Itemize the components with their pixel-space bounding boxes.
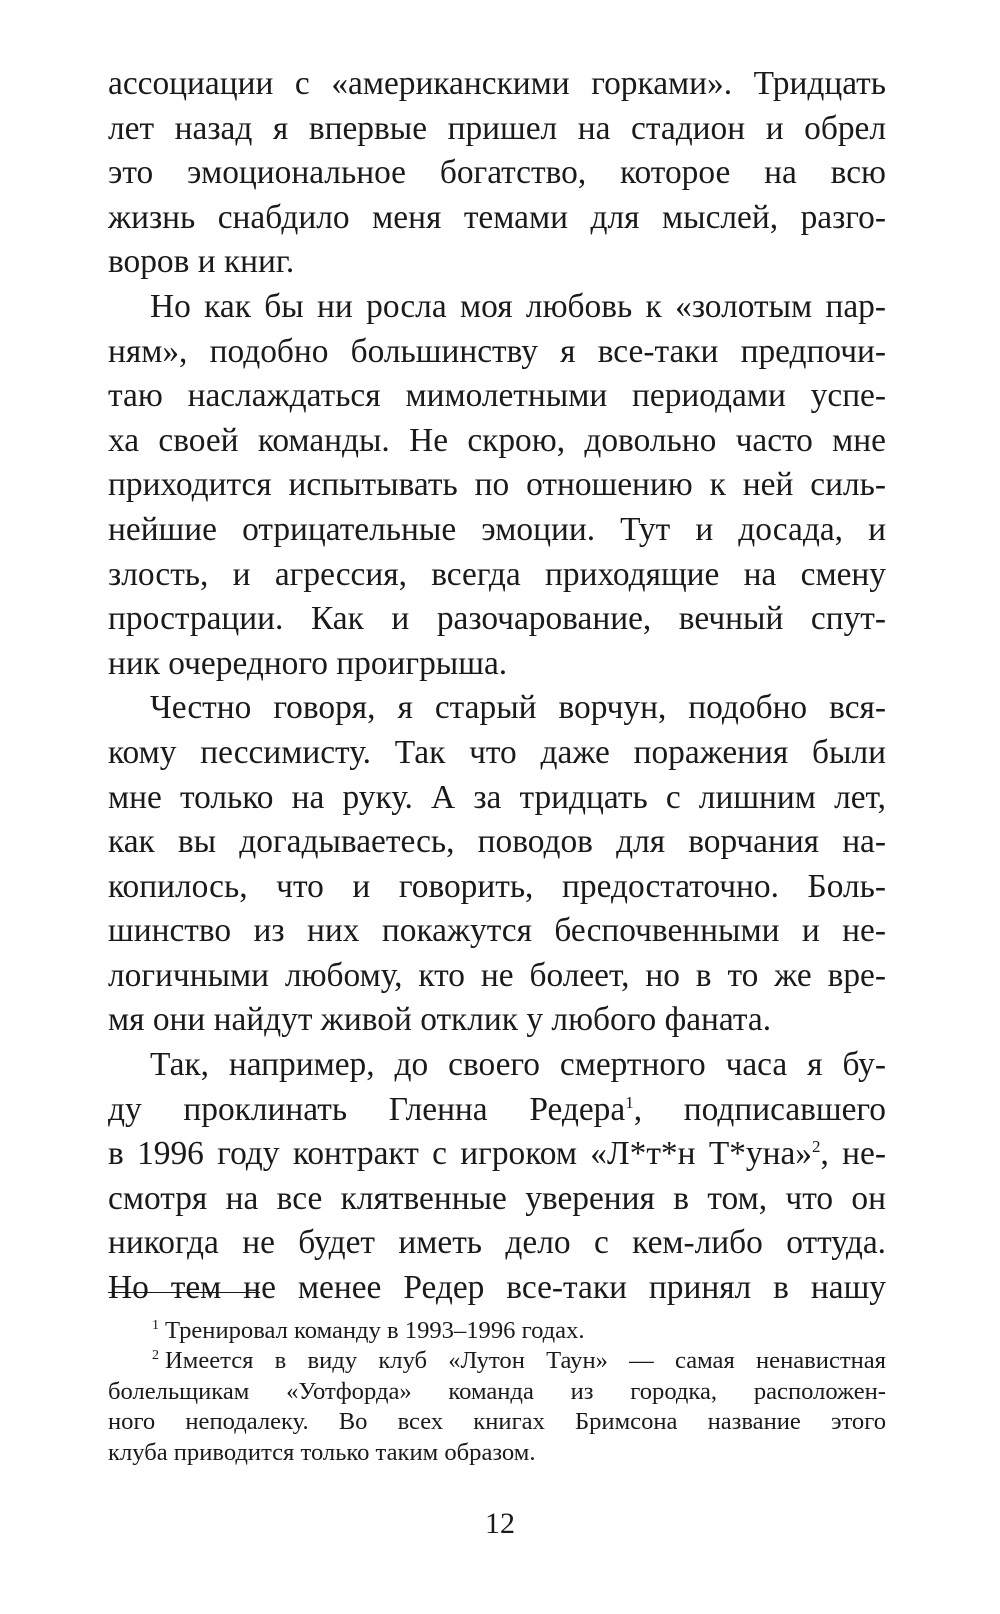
text-line: прострации. Как и разочарование, вечный спут- <box>108 600 886 638</box>
text-line <box>108 1088 886 1133</box>
text-line <box>108 1132 886 1177</box>
footnote-mark: 1 <box>152 1317 159 1333</box>
text-line: таю наслаждаться мимолетными периодами успе- <box>108 377 886 415</box>
text-line: ням», подобно большинству я все-таки предпочи- <box>108 332 886 370</box>
footnote-2 <box>108 1346 886 1376</box>
footnote-text-line: болельщикам «Уотфорда» команда из городка, расположен- <box>108 1377 886 1405</box>
paragraph-first-line: Но как бы ни росла моя любовь к «золотым пар- <box>150 287 886 325</box>
text-line: приходится испытывать по отношению к ней силь- <box>108 466 886 504</box>
main-text <box>108 62 886 1311</box>
text-line: жизнь снабдило меня темами для мыслей, разго- <box>108 198 886 236</box>
footnote-ref-2[interactable]: 2 <box>812 1137 821 1157</box>
footnote-text: Тренировал команду в 1993–1996 годах. <box>165 1317 585 1344</box>
text-line: ассоциации с «американскими горками». Тридцать <box>108 65 886 102</box>
page-number: 12 <box>485 1507 515 1540</box>
paragraph-first-line: Честно говоря, я старый ворчун, подобно вся- <box>150 689 886 727</box>
text-segment: , не- <box>820 1135 886 1173</box>
text-line: злость, и агрессия, всегда приходящие на смену <box>108 555 886 593</box>
text-line: мне только на руку. А за тридцать с лишним лет, <box>108 778 886 816</box>
footnote-text-line: ного неподалеку. Во всех книгах Бримсона название этого <box>108 1408 886 1436</box>
footnote-ref-1[interactable]: 1 <box>625 1092 634 1112</box>
text-line: Но тем не менее Редер все-таки принял в нашу <box>108 1269 886 1307</box>
text-line: воров и книг. <box>108 243 295 281</box>
text-line: копилось, что и говорить, предостаточно. Боль- <box>108 867 886 905</box>
text-segment: ду проклинать Гленна Редера <box>108 1090 626 1128</box>
text-line: смотря на все клятвенные уверения в том, что он <box>108 1179 886 1217</box>
footnote-text-line: клуба приводится только таким образом. <box>108 1438 536 1466</box>
text-line: кому пессимисту. Так что даже поражения были <box>108 733 886 771</box>
text-line: нейшие отрицательные эмоции. Тут и досада, и <box>108 510 886 548</box>
footnote-divider <box>108 1292 260 1293</box>
text-line: лет назад я впервые пришел на стадион и обрел <box>108 109 886 147</box>
text-line: это эмоциональное богатство, которое на всю <box>108 154 886 192</box>
text-line: ха своей команды. Не скрою, довольно часто мне <box>108 421 886 459</box>
text-line: как вы догадываетесь, поводов для ворчания на- <box>108 823 886 861</box>
text-line: шинство из них покажутся беспочвенными и не- <box>108 912 886 950</box>
text-line: никогда не будет иметь дело с кем-либо оттуда. <box>108 1224 886 1262</box>
paragraph-first-line: Так, например, до своего смертного часа я бу- <box>150 1046 886 1084</box>
footnotes <box>108 1316 886 1468</box>
text-segment: , подписавшего <box>633 1090 886 1128</box>
text-segment: в 1996 году контракт с игроком «Л*т*н Т*уна» <box>108 1135 812 1173</box>
text-line: ник очередного проигрыша. <box>108 644 508 682</box>
text-line: логичными любому, кто не болеет, но в то же вре- <box>108 956 886 994</box>
text-line: мя они найдут живой отклик у любого фаната. <box>108 1001 772 1039</box>
footnote-1 <box>108 1316 886 1346</box>
footnote-text: Имеется в виду клуб «Лутон Таун» — самая ненавистная <box>165 1347 886 1375</box>
footnote-mark: 2 <box>152 1348 159 1364</box>
